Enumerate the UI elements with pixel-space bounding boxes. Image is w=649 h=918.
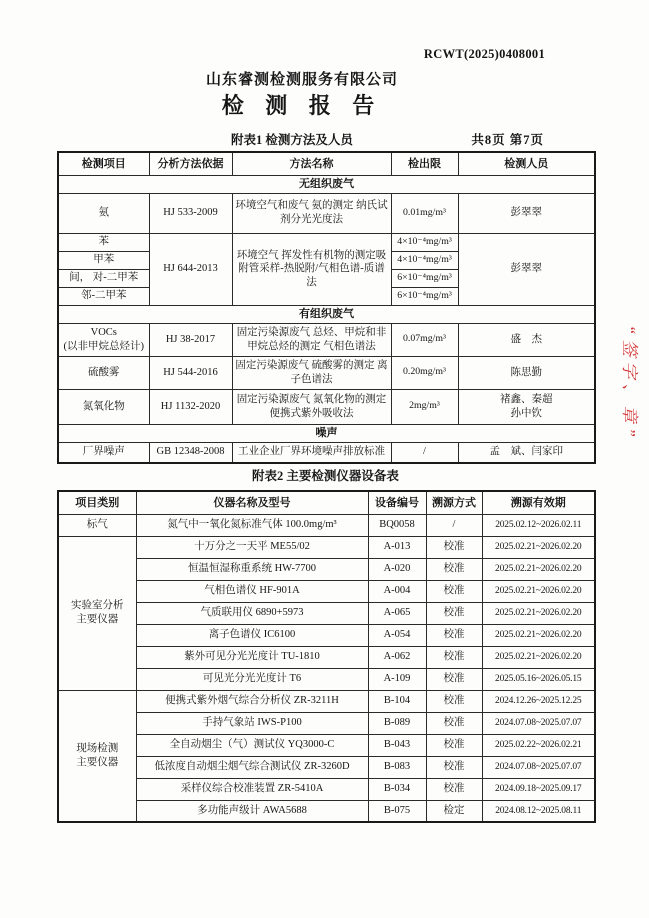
limit-cell: 0.01mg/m³: [391, 193, 458, 233]
category-line1: 实验室分析: [71, 600, 124, 612]
trace-method-cell: 校准: [426, 580, 482, 602]
person-cell: 盛 杰: [458, 323, 595, 356]
device-no-cell: A-013: [368, 536, 426, 558]
report-title: 检 测 报 告: [221, 93, 383, 118]
trace-method-cell: 检定: [426, 800, 482, 822]
instrument-name-cell: 氮气中一氧化氮标准气体 100.0mg/m³: [136, 514, 368, 536]
method-cell: 固定污染源废气 硫酸雾的测定 离子色谱法: [232, 356, 391, 389]
method-cell: 环境空气和废气 氨的测定 纳氏试剂分光光度法: [232, 193, 391, 233]
std-cell: HJ 1132-2020: [149, 389, 232, 424]
trace-method-cell: 校准: [426, 734, 482, 756]
category-line1: 现场检测: [76, 743, 119, 755]
validity-cell: 2024.07.08~2025.07.07: [482, 712, 595, 734]
item-cell: 氨: [58, 193, 149, 233]
limit-cell: 4×10⁻⁴mg/m³: [391, 233, 458, 251]
section-title: 噪声: [58, 424, 595, 442]
method-cell: 固定污染源废气 总烃、甲烷和非甲烷总烃的测定 气相色谱法: [232, 323, 391, 356]
table-row-nox: [58, 389, 595, 424]
validity-cell: 2025.02.12~2026.02.11: [482, 514, 595, 536]
trace-method-cell: 校准: [426, 624, 482, 646]
limit-cell: 0.07mg/m³: [391, 323, 458, 356]
table2-caption: 附表2 主要检测仪器设备表: [252, 469, 399, 483]
instruments-header-row: [58, 491, 595, 514]
instrument-name-cell: 多功能声级计 AWA5688: [136, 800, 368, 822]
device-no-cell: A-020: [368, 558, 426, 580]
method-cell: 工业企业厂界环境噪声排放标准: [232, 442, 391, 463]
device-no-cell: B-089: [368, 712, 426, 734]
instrument-row: [58, 778, 595, 800]
instrument-name-cell: 采样仪综合校准装置 ZR-5410A: [136, 778, 368, 800]
table-row-vocs: [58, 323, 595, 356]
validity-cell: 2024.07.08~2025.07.07: [482, 756, 595, 778]
trace-method-cell: 校准: [426, 558, 482, 580]
page-counter: 共8页 第7页: [471, 133, 544, 147]
section-row-fugitive: [58, 175, 595, 193]
instrument-name-cell: 便携式紫外烟气综合分析仪 ZR-3211H: [136, 690, 368, 712]
methods-header-row: [58, 152, 595, 175]
instrument-row: [58, 624, 595, 646]
table1-caption-row: [57, 130, 594, 148]
limit-cell: 4×10⁻⁴mg/m³: [391, 251, 458, 269]
header-cell-method: 方法名称: [232, 152, 391, 175]
instrument-row: [58, 514, 595, 536]
validity-cell: 2025.02.21~2026.02.20: [482, 624, 595, 646]
header-cell-validity: 溯源有效期: [482, 491, 595, 514]
trace-method-cell: 校准: [426, 756, 482, 778]
limit-cell: 6×10⁻⁴mg/m³: [391, 287, 458, 305]
handwritten-annotation: “签字、章”: [620, 325, 639, 442]
limit-cell: 0.20mg/m³: [391, 356, 458, 389]
instrument-row: [58, 712, 595, 734]
person-cell: [458, 389, 595, 424]
device-no-cell: B-034: [368, 778, 426, 800]
item-line1: VOCs: [90, 326, 117, 338]
device-no-cell: BQ0058: [368, 514, 426, 536]
instrument-name-cell: 离子色谱仪 IC6100: [136, 624, 368, 646]
instruments-table: [57, 490, 596, 823]
item-cell: 甲苯: [58, 251, 149, 269]
std-cell: HJ 544-2016: [149, 356, 232, 389]
limit-cell: /: [391, 442, 458, 463]
device-no-cell: A-054: [368, 624, 426, 646]
category-line2: 主要仪器: [76, 756, 119, 768]
validity-cell: 2025.05.16~2026.05.15: [482, 668, 595, 690]
validity-cell: 2024.08.12~2025.08.11: [482, 800, 595, 822]
header-cell-person: 检测人员: [458, 152, 595, 175]
trace-method-cell: 校准: [426, 646, 482, 668]
instrument-name-cell: 可见光分光光度计 T6: [136, 668, 368, 690]
trace-method-cell: 校准: [426, 712, 482, 734]
header-cell-std: 分析方法依据: [149, 152, 232, 175]
validity-cell: 2024.09.18~2025.09.17: [482, 778, 595, 800]
person-cell: 孟 斌、闫家印: [458, 442, 595, 463]
limit-cell: 2mg/m³: [391, 389, 458, 424]
table-row-ammonia: [58, 193, 595, 233]
device-no-cell: B-075: [368, 800, 426, 822]
header-cell-limit: 检出限: [391, 152, 458, 175]
section-row-stack: [58, 305, 595, 323]
std-cell: HJ 644-2013: [149, 233, 232, 305]
item-cell: 硫酸雾: [58, 356, 149, 389]
category-cell-gas: 标气: [58, 514, 136, 536]
item-cell: 邻-二甲苯: [58, 287, 149, 305]
table-row-benzene: [58, 233, 595, 251]
section-row-noise: [58, 424, 595, 442]
instrument-row: [58, 756, 595, 778]
instrument-row: [58, 690, 595, 712]
category-cell-lab: [58, 536, 136, 690]
item-cell: [58, 323, 149, 356]
validity-cell: 2025.02.21~2026.02.20: [482, 558, 595, 580]
instrument-name-cell: 紫外可见分光光度计 TU-1810: [136, 646, 368, 668]
document-number: RCWT(2025)0408001: [423, 47, 545, 61]
table-row-boundary-noise: [58, 442, 595, 463]
device-no-cell: B-043: [368, 734, 426, 756]
trace-method-cell: 校准: [426, 778, 482, 800]
device-no-cell: A-065: [368, 602, 426, 624]
table-row-sulfuric-mist: [58, 356, 595, 389]
header-cell-name: 仪器名称及型号: [136, 491, 368, 514]
item-cell: 间， 对-二甲苯: [58, 269, 149, 287]
instrument-row: [58, 734, 595, 756]
std-cell: HJ 38-2017: [149, 323, 232, 356]
methods-table: [57, 151, 596, 464]
instrument-name-cell: 气质联用仪 6890+5973: [136, 602, 368, 624]
instrument-name-cell: 恒温恒湿称重系统 HW-7700: [136, 558, 368, 580]
device-no-cell: A-062: [368, 646, 426, 668]
trace-method-cell: 校准: [426, 602, 482, 624]
section-title: 无组织废气: [58, 175, 595, 193]
validity-cell: 2025.02.21~2026.02.20: [482, 602, 595, 624]
validity-cell: 2025.02.21~2026.02.20: [482, 580, 595, 602]
item-cell: 氮氧化物: [58, 389, 149, 424]
instrument-name-cell: 手持气象站 IWS-P100: [136, 712, 368, 734]
instrument-name-cell: 气相色谱仪 HF-901A: [136, 580, 368, 602]
instrument-row: [58, 602, 595, 624]
instrument-row: [58, 558, 595, 580]
std-cell: HJ 533-2009: [149, 193, 232, 233]
header-cell-item: 检测项目: [58, 152, 149, 175]
validity-cell: 2025.02.22~2026.02.21: [482, 734, 595, 756]
section-title: 有组织废气: [58, 305, 595, 323]
device-no-cell: A-004: [368, 580, 426, 602]
device-no-cell: A-109: [368, 668, 426, 690]
trace-method-cell: 校准: [426, 690, 482, 712]
device-no-cell: B-104: [368, 690, 426, 712]
person-line1: 褚鑫、秦超: [500, 393, 553, 405]
header-cell-no: 设备编号: [368, 491, 426, 514]
limit-cell: 6×10⁻⁴mg/m³: [391, 269, 458, 287]
trace-method-cell: 校准: [426, 668, 482, 690]
method-cell: 固定污染源废气 氮氧化物的测定 便携式紫外吸收法: [232, 389, 391, 424]
item-cell: 苯: [58, 233, 149, 251]
person-cell: 陈思勤: [458, 356, 595, 389]
person-cell: 彭翠翠: [458, 193, 595, 233]
trace-method-cell: 校准: [426, 536, 482, 558]
instrument-row: [58, 580, 595, 602]
method-cell: 环境空气 挥发性有机物的测定吸附管采样-热脱附/气相色谱-质谱法: [232, 233, 391, 305]
header-cell-trace: 溯源方式: [426, 491, 482, 514]
item-line2: (以非甲烷总烃计): [63, 340, 144, 352]
instrument-row: [58, 800, 595, 822]
validity-cell: 2025.02.21~2026.02.20: [482, 646, 595, 668]
instrument-name-cell: 全自动烟尘（气）测试仪 YQ3000-C: [136, 734, 368, 756]
header-cell-category: 项目类别: [58, 491, 136, 514]
category-cell-field: [58, 690, 136, 822]
instrument-name-cell: 十万分之一天平 ME55/02: [136, 536, 368, 558]
instrument-name-cell: 低浓度自动烟尘烟气综合测试仪 ZR-3260D: [136, 756, 368, 778]
instrument-row: [58, 668, 595, 690]
item-cell: 厂界噪声: [58, 442, 149, 463]
instrument-row: [58, 646, 595, 668]
category-line2: 主要仪器: [76, 614, 119, 625]
std-cell: GB 12348-2008: [149, 442, 232, 463]
validity-cell: 2024.12.26~2025.12.25: [482, 690, 595, 712]
company-name: 山东睿测检测服务有限公司: [205, 72, 398, 88]
person-line2: 孙中钦: [510, 407, 542, 419]
device-no-cell: B-083: [368, 756, 426, 778]
person-cell: 彭翠翠: [458, 233, 595, 305]
trace-method-cell: /: [426, 514, 482, 536]
instrument-row: [58, 536, 595, 558]
validity-cell: 2025.02.21~2026.02.20: [482, 536, 595, 558]
table1-caption: 附表1 检测方法及人员: [231, 133, 353, 147]
